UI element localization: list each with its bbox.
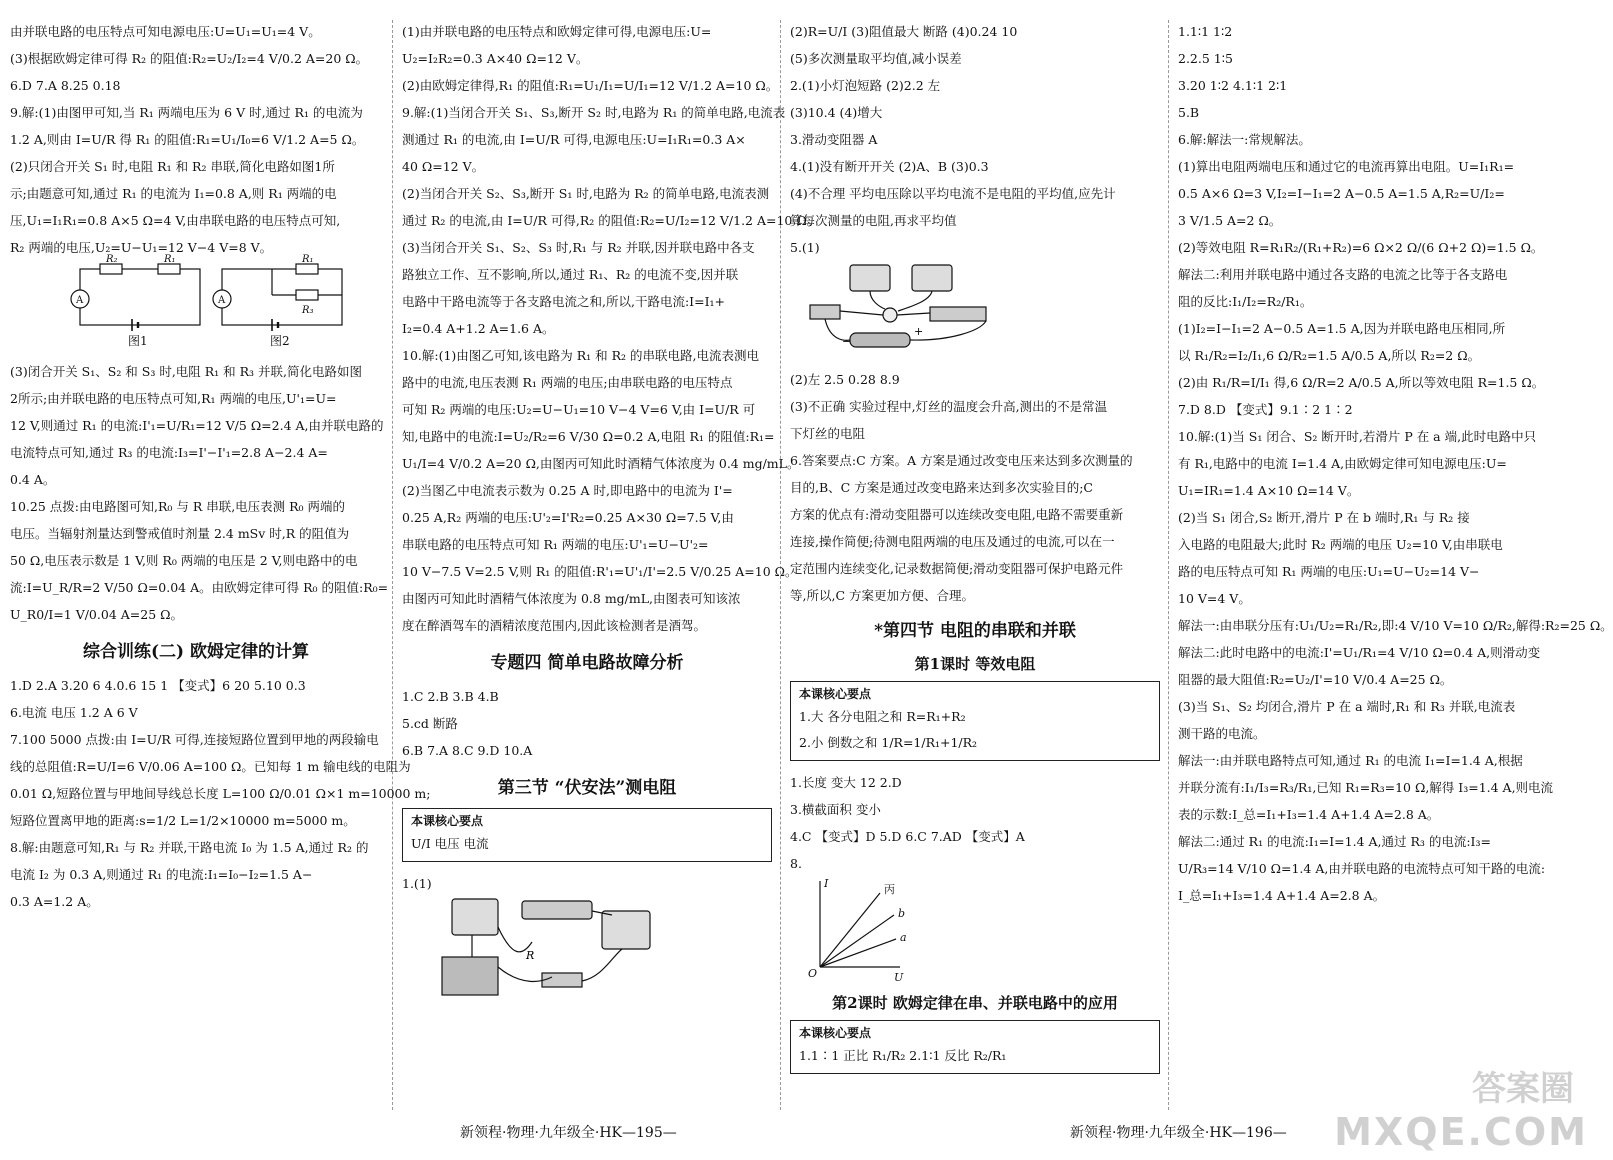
resistor-r3-icon xyxy=(296,290,318,300)
text-line: 路独立工作、互不影响,所以,通过 R₁、R₂ 的电流不变,因并联 xyxy=(402,267,739,282)
text-line: 4.C 【变式】D 5.D 6.C 7.AD 【变式】A xyxy=(790,829,1025,844)
text-line: (3)当闭合开关 S₁、S₂、S₃ 时,R₁ 与 R₂ 并联,因并联电路中各支 xyxy=(402,240,755,255)
text-line: (2)只闭合开关 S₁ 时,电阻 R₁ 和 R₂ 串联,简化电路如图1所 xyxy=(10,159,335,174)
ammeter-icon xyxy=(912,265,952,291)
col3-text-block xyxy=(790,366,1160,609)
text-line: 6.电流 电压 1.2 A 6 V xyxy=(10,705,138,720)
text-line: 12 V,则通过 R₁ 的电流:I'₁=U/R₁=12 V/5 Ω=2.4 A,由并联电路的 xyxy=(10,418,384,433)
text-line: 以 R₁/R₂=I₂/I₁,6 Ω/R₂=1.5 A/0.5 A,所以 R₂=2 Ω。 xyxy=(1178,348,1481,363)
iu-graph xyxy=(790,877,1150,984)
box-line: 2.小 倒数之和 1/R=1/R₁+1/R₂ xyxy=(799,735,978,750)
text-line: 流:I=U_R/R=2 V/50 Ω=0.04 A。由欧姆定律可得 R₀ 的阻值:R₀= xyxy=(10,580,389,595)
text-line: 示;由题意可知,通过 R₁ 的电流为 I₁=0.8 A,则 R₁ 两端的电 xyxy=(10,186,337,201)
line-label: 丙 xyxy=(884,883,895,896)
battery-icon xyxy=(442,957,498,995)
section-title: *第四节 电阻的串联和并联 xyxy=(874,621,1076,641)
svg-text:A: A xyxy=(76,295,84,306)
text-line: 3 V/1.5 A=2 Ω。 xyxy=(1178,213,1282,228)
battery-icon xyxy=(850,333,910,347)
col4-text-block xyxy=(1178,18,1613,909)
text-line: 1.长度 变大 12 2.D xyxy=(790,775,902,790)
col1-text-block xyxy=(10,358,389,628)
switch-icon xyxy=(542,973,582,987)
rheostat-icon xyxy=(930,307,986,321)
text-line: 7.100 5000 点拨:由 I=U/R 可得,连接短路位置到甲地的两段输电 xyxy=(10,732,379,747)
text-line: 等,所以,C 方案更加方便、合理。 xyxy=(790,588,974,603)
text-line: U_R0/I=1 V/0.04 A=25 Ω。 xyxy=(10,607,183,622)
fig2-caption: 图2 xyxy=(270,334,290,348)
svg-text:R₁: R₁ xyxy=(302,254,314,265)
circuit-photo-figure xyxy=(790,261,1150,357)
text-line: (1)算出电阻两端电压和通过它的电流再算出电阻。U=I₁R₁= xyxy=(1178,159,1515,174)
text-line: 路的电压特点可知 R₁ 两端的电压:U₁=U−U₂=14 V− xyxy=(1178,564,1480,579)
text-line: 通过 R₂ 的电流,由 I=U/R 可得,R₂ 的阻值:R₂=U/I₂=12 V/1.2 A=10 Ω。 xyxy=(402,213,820,228)
lesson-title: 第1课时 等效电阻 xyxy=(914,655,1036,673)
resistor-r1-icon xyxy=(296,264,318,274)
text-line: (3)根据欧姆定律可得 R₂ 的阻值:R₂=U₂/I₂=4 V/0.2 A=20 Ω。 xyxy=(10,51,369,66)
text-line: 3.滑动变阻器 A xyxy=(790,132,878,147)
text-line: 由图丙可知此时酒精气体浓度为 0.8 mg/mL,由图表可知该浓 xyxy=(402,591,741,606)
text-line: 目的,B、C 方案是通过改变电路来达到多次实验目的;C xyxy=(790,480,1093,495)
box-line: 1.大 各分电阻之和 R=R₁+R₂ xyxy=(799,709,966,724)
section-title: 专题四 简单电路故障分析 xyxy=(490,653,684,673)
column-4 xyxy=(1178,18,1613,909)
fig1-caption: 图1 xyxy=(128,334,148,348)
text-line: (5)多次测量取平均值,减小误差 xyxy=(790,51,962,66)
text-line: (2)由欧姆定律得,R₁ 的阻值:R₁=U₁/I₁=U/I₁=12 V/1.2 A=10 Ω。 xyxy=(402,78,779,93)
question-label: 8. xyxy=(790,856,802,871)
text-line: 压,U₁=I₁R₁=0.8 A×5 Ω=4 V,由串联电路的电压特点可知, xyxy=(10,213,341,228)
text-line: I_总=I₁+I₃=1.4 A+1.4 A=2.8 A。 xyxy=(1178,888,1386,903)
text-line: 电流 I₂ 为 0.3 A,则通过 R₁ 的电流:I₁=I₀−I₂=1.5 A− xyxy=(10,867,313,882)
text-line: 0.01 Ω,短路位置与甲地间导线总长度 L=100 Ω/0.01 Ω×1 m=10000 m; xyxy=(10,786,431,801)
text-line: 解法二:通过 R₁ 的电流:I₁=I=1.4 A,通过 R₃ 的电流:I₃= xyxy=(1178,834,1491,849)
text-line: 9.解:(1)由图甲可知,当 R₁ 两端电压为 6 V 时,通过 R₁ 的电流为 xyxy=(10,105,363,120)
column-divider xyxy=(1168,20,1169,1110)
box-title: 本课核心要点 xyxy=(799,1026,872,1040)
col3-text-block xyxy=(790,18,1160,234)
text-line: 3.横截面积 变小 xyxy=(790,802,881,817)
text-line: (2)当图乙中电流表示数为 0.25 A 时,即电路中的电流为 I'= xyxy=(402,483,733,498)
watermark: MXQE.COM xyxy=(1334,1110,1588,1154)
text-line: 电路中干路电流等于各支路电流之和,所以,干路电流:I=I₁+ xyxy=(402,294,725,309)
line-label: a xyxy=(900,931,907,944)
text-line: 10.解:(1)由图乙可知,该电路为 R₁ 和 R₂ 的串联电路,电流表测电 xyxy=(402,348,759,363)
watermark-logo: 答案圈 xyxy=(1472,1069,1574,1109)
text-line: 6.D 7.A 8.25 0.18 xyxy=(10,78,121,93)
svg-text:+: + xyxy=(914,325,924,338)
text-line: 连接,操作简便;待测电阻两端的电压及通过的电流,可以在一 xyxy=(790,534,1115,549)
text-line: 8.解:由题意可知,R₁ 与 R₂ 并联,干路电流 I₀ 为 1.5 A,通过 R₂ 的 xyxy=(10,840,369,855)
text-line: 度在醉酒驾车的酒精浓度范围内,因此该检测者是酒驾。 xyxy=(402,618,706,633)
svg-text:A: A xyxy=(218,295,226,306)
box-title: 本课核心要点 xyxy=(411,814,484,828)
text-line: 解法二:利用并联电路中通过各支路的电流之比等于各支路电 xyxy=(1178,267,1508,282)
text-line: 0.25 A,R₂ 两端的电压:U'₂=I'R₂=0.25 A×30 Ω=7.5 V,由 xyxy=(402,510,734,525)
axis-label-i: I xyxy=(824,877,829,890)
text-line: 4.(1)没有断开开关 (2)A、B (3)0.3 xyxy=(790,159,989,174)
question-label: 5.(1) xyxy=(790,240,820,255)
text-line: U/R₃=14 V/10 Ω=1.4 A,由并联电路的电流特点可知干路的电流: xyxy=(1178,861,1546,876)
text-line: 6.解:解法一:常规解法。 xyxy=(1178,132,1311,147)
text-line: 1.D 2.A 3.20 6 4.0.6 15 1 【变式】6 20 5.10 0.3 xyxy=(10,678,306,693)
resistor-r1-icon xyxy=(158,264,180,274)
core-points-box xyxy=(790,681,1160,761)
text-line: U₂=I₂R₂=0.3 A×40 Ω=12 V。 xyxy=(402,51,589,66)
text-line: 可知 R₂ 两端的电压:U₂=U−U₁=10 V−4 V=6 V,由 I=U/R 可 xyxy=(402,402,756,417)
text-line: 入电路的电阻最大;此时 R₂ 两端的电压 U₂=10 V,由串联电 xyxy=(1178,537,1503,552)
text-line: 路中的电流,电压表测 R₁ 两端的电压;由串联电路的电压特点 xyxy=(402,375,733,390)
text-line: 串联电路的电压特点可知 R₁ 两端的电压:U'₁=U−U'₂= xyxy=(402,537,709,552)
text-line: (2)当 S₁ 闭合,S₂ 断开,滑片 P 在 b 端时,R₁ 与 R₂ 接 xyxy=(1178,510,1470,525)
box-line: U/I 电压 电流 xyxy=(411,836,489,851)
text-line: 由并联电路的电压特点可知电源电压:U=U₁=U₁=4 V。 xyxy=(10,24,321,39)
question-label: 1.(1) xyxy=(402,876,432,891)
text-line: 6.答案要点:C 方案。A 方案是通过改变电压来达到多次测量的 xyxy=(790,453,1133,468)
text-line: 测通过 R₁ 的电流,由 I=U/R 可得,电源电压:U=I₁R₁=0.3 A× xyxy=(402,132,746,147)
text-line: 1.1∶1 1∶2 xyxy=(1178,24,1233,39)
text-line: 50 Ω,电压表示数是 1 V,则 R₀ 两端的电压是 2 V,则电路中的电 xyxy=(10,553,358,568)
core-points-box xyxy=(402,808,772,862)
text-line: (3)10.4 (4)增大 xyxy=(790,105,883,120)
bulb-icon xyxy=(883,308,897,322)
text-line: 并联分流有:I₁/I₃=R₃/R₁,已知 R₁=R₃=10 Ω,解得 I₃=1.4 A,则电流 xyxy=(1178,780,1554,795)
text-line: 10 V−7.5 V=2.5 V,则 R₁ 的阻值:R'₁=U'₁/I'=2.5 V/0.25 A=10 Ω。 xyxy=(402,564,798,579)
text-line: 2.(1)小灯泡短路 (2)2.2 左 xyxy=(790,78,941,93)
page-footer-right: 新领程·物理·九年级全·HK—196— xyxy=(1070,1125,1287,1141)
circuit2-wire xyxy=(222,269,342,325)
col2-answers xyxy=(402,683,772,764)
line-b xyxy=(820,915,894,967)
text-line: 2所示;由并联电路的电压特点可知,R₁ 两端的电压,U'₁=U= xyxy=(10,391,337,406)
col1-text-block xyxy=(10,18,382,261)
text-line: (2)等效电阻 R=R₁R₂/(R₁+R₂)=6 Ω×2 Ω/(6 Ω+2 Ω)=1.5 Ω。 xyxy=(1178,240,1544,255)
text-line: 2.2.5 1∶5 xyxy=(1178,51,1233,66)
text-line: 知,电路中的电流:I=U₂/R₂=6 V/30 Ω=0.2 A,电阻 R₁ 的阻值:R₁= xyxy=(402,429,775,444)
text-line: 表的示数:I_总=I₁+I₃=1.4 A+1.4 A=2.8 A。 xyxy=(1178,807,1440,822)
text-line: 有 R₁,电路中的电流 I=1.4 A,由欧姆定律可知电源电压:U= xyxy=(1178,456,1507,471)
text-line: 短路位置离甲地的距离:s=1/2 L=1/2×10000 m=5000 m。 xyxy=(10,813,356,828)
text-line: (3)当 S₁、S₂ 均闭合,滑片 P 在 a 端时,R₁ 和 R₃ 并联,电流表 xyxy=(1178,699,1516,714)
text-line: U₁=IR₁=1.4 A×10 Ω=14 V。 xyxy=(1178,483,1360,498)
circuit1-wire xyxy=(80,269,200,325)
section-title: 第三节 “伏安法”测电阻 xyxy=(497,778,677,798)
rheostat-icon xyxy=(522,901,592,919)
text-line: 9.解:(1)当闭合开关 S₁、S₃,断开 S₂ 时,电路为 R₁ 的简单电路,电流表 xyxy=(402,105,786,120)
svg-text:R₁: R₁ xyxy=(164,254,176,265)
text-line: 0.4 A。 xyxy=(10,472,56,487)
svg-text:R₂: R₂ xyxy=(106,254,118,265)
text-line: 方案的优点有:滑动变阻器可以连续改变电阻,电路不需要重新 xyxy=(790,507,1124,522)
text-line: (2)左 2.5 0.28 8.9 xyxy=(790,372,900,387)
text-line: 5.cd 断路 xyxy=(402,716,458,731)
text-line: (3)不正确 实验过程中,灯丝的温度会升高,测出的不是常温 xyxy=(790,399,1108,414)
text-line: 3.20 1∶2 4.1∶1 2∶1 xyxy=(1178,78,1288,93)
text-line: (2)当闭合开关 S₂、S₃,断开 S₁ 时,电路为 R₂ 的简单电路,电流表测 xyxy=(402,186,770,201)
lesson-title: 第2课时 欧姆定律在串、并联电路中的应用 xyxy=(832,994,1118,1012)
text-line: 40 Ω=12 V。 xyxy=(402,159,485,174)
text-line: 测干路的电流。 xyxy=(1178,726,1266,741)
text-line: 0.3 A=1.2 A。 xyxy=(10,894,99,909)
text-line: 解法一:由串联分压有:U₁/U₂=R₁/R₂,即:4 V/10 V=10 Ω/R₂,解得:R₂=25 Ω。 xyxy=(1178,618,1613,633)
voltmeter-icon xyxy=(850,265,890,291)
section-title: 综合训练(二) 欧姆定律的计算 xyxy=(82,642,309,662)
text-line: 线的总阻值:R=U/I=6 V/0.06 A=100 Ω。已知每 1 m 输电线的电阻为 xyxy=(10,759,411,774)
text-line: 10.25 点拨:由电路图可知,R₀ 与 R 串联,电压表测 R₀ 两端的 xyxy=(10,499,346,514)
col3-answers xyxy=(790,769,1160,850)
box-line: 1.1∶1 正比 R₁/R₂ 2.1∶1 反比 R₂/R₁ xyxy=(799,1048,1007,1063)
line-label: b xyxy=(898,907,906,920)
text-line: 解法二:此时电路中的电流:I'=U₁/R₁=4 V/10 Ω=0.4 A,则滑动变 xyxy=(1178,645,1541,660)
text-line: 5.B xyxy=(1178,105,1200,120)
column-3 xyxy=(790,18,1160,1082)
origin-label: O xyxy=(808,967,818,980)
text-line: 6.B 7.A 8.C 9.D 10.A xyxy=(402,743,533,758)
text-line: (3)闭合开关 S₁、S₂ 和 S₃ 时,电阻 R₁ 和 R₃ 并联,简化电路如图 xyxy=(10,364,363,379)
column-divider xyxy=(392,20,393,1110)
text-line: 下灯丝的电阻 xyxy=(790,426,866,441)
box-title: 本课核心要点 xyxy=(799,687,872,701)
text-line: 1.2 A,则由 I=U/R 得 R₁ 的阻值:R₁=U₁/I₀=6 V/1.2 A=5 Ω。 xyxy=(10,132,365,147)
text-line: U₁/I=4 V/0.2 A=20 Ω,由图丙可知此时酒精气体浓度为 0.4 mg/mL。 xyxy=(402,456,800,471)
voltmeter-icon xyxy=(452,899,498,935)
resistor-r2-icon xyxy=(100,264,122,274)
text-line: I₂=0.4 A+1.2 A=1.6 A。 xyxy=(402,321,555,336)
resistor-label: R xyxy=(526,949,535,962)
text-line: 阻的反比:I₁/I₂=R₂/R₁。 xyxy=(1178,294,1313,309)
text-line: 解法一:由并联电路特点可知,通过 R₁ 的电流 I₁=I=1.4 A,根据 xyxy=(1178,753,1523,768)
text-line: 10.解:(1)当 S₁ 闭合、S₂ 断开时,若滑片 P 在 a 端,此时电路中只 xyxy=(1178,429,1537,444)
svg-text:R₃: R₃ xyxy=(302,305,314,316)
text-line: 0.5 A×6 Ω=3 V,I₂=I−I₁=2 A−0.5 A=1.5 A,R₂=U/I₂= xyxy=(1178,186,1505,201)
text-line: (1)I₂=I−I₁=2 A−0.5 A=1.5 A,因为并联电路电压相同,所 xyxy=(1178,321,1506,336)
text-line: 1.C 2.B 3.B 4.B xyxy=(402,689,499,704)
text-line: (1)由并联电路的电压特点和欧姆定律可得,电源电压:U= xyxy=(402,24,712,39)
ammeter-icon xyxy=(602,911,650,949)
text-line: 定范围内连续变化,记录数据简便;滑动变阻器可保护电路元件 xyxy=(790,561,1124,576)
text-line: 电流特点可知,通过 R₃ 的电流:I₃=I'−I'₁=2.8 A−2.4 A= xyxy=(10,445,328,460)
page-footer-left: 新领程·物理·九年级全·HK—195— xyxy=(460,1125,677,1141)
text-line: (2)R=U/I (3)阻值最大 断路 (4)0.24 10 xyxy=(790,24,1018,39)
text-line: (2)由 R₁/R=I/I₁ 得,6 Ω/R=2 A/0.5 A,所以等效电阻 R=1.5 Ω。 xyxy=(1178,375,1545,390)
text-line: 算每次测量的电阻,再求平均值 xyxy=(790,213,957,228)
text-line: 7.D 8.D 【变式】9.1∶2 1∶2 xyxy=(1178,402,1353,417)
switch-icon xyxy=(810,305,840,319)
circuit-photo-figure xyxy=(402,897,762,997)
text-line: R₂ 两端的电压,U₂=U−U₁=12 V−4 V=8 V。 xyxy=(10,240,273,255)
text-line: 电压。当辐射剂量达到警戒值时剂量 2.4 mSv 时,R 的阻值为 xyxy=(10,526,350,541)
text-line: 10 V=4 V。 xyxy=(1178,591,1251,606)
circuit-figures xyxy=(10,254,382,349)
text-line: (4)不合理 平均电压除以平均电流不是电阻的平均值,应先计 xyxy=(790,186,1116,201)
svg-text:−: − xyxy=(842,335,852,348)
core-points-box xyxy=(790,1020,1160,1074)
axis-label-u: U xyxy=(894,971,904,984)
text-line: 阻器的最大阻值:R₂=U₂/I'=10 V/0.4 A=25 Ω。 xyxy=(1178,672,1453,687)
